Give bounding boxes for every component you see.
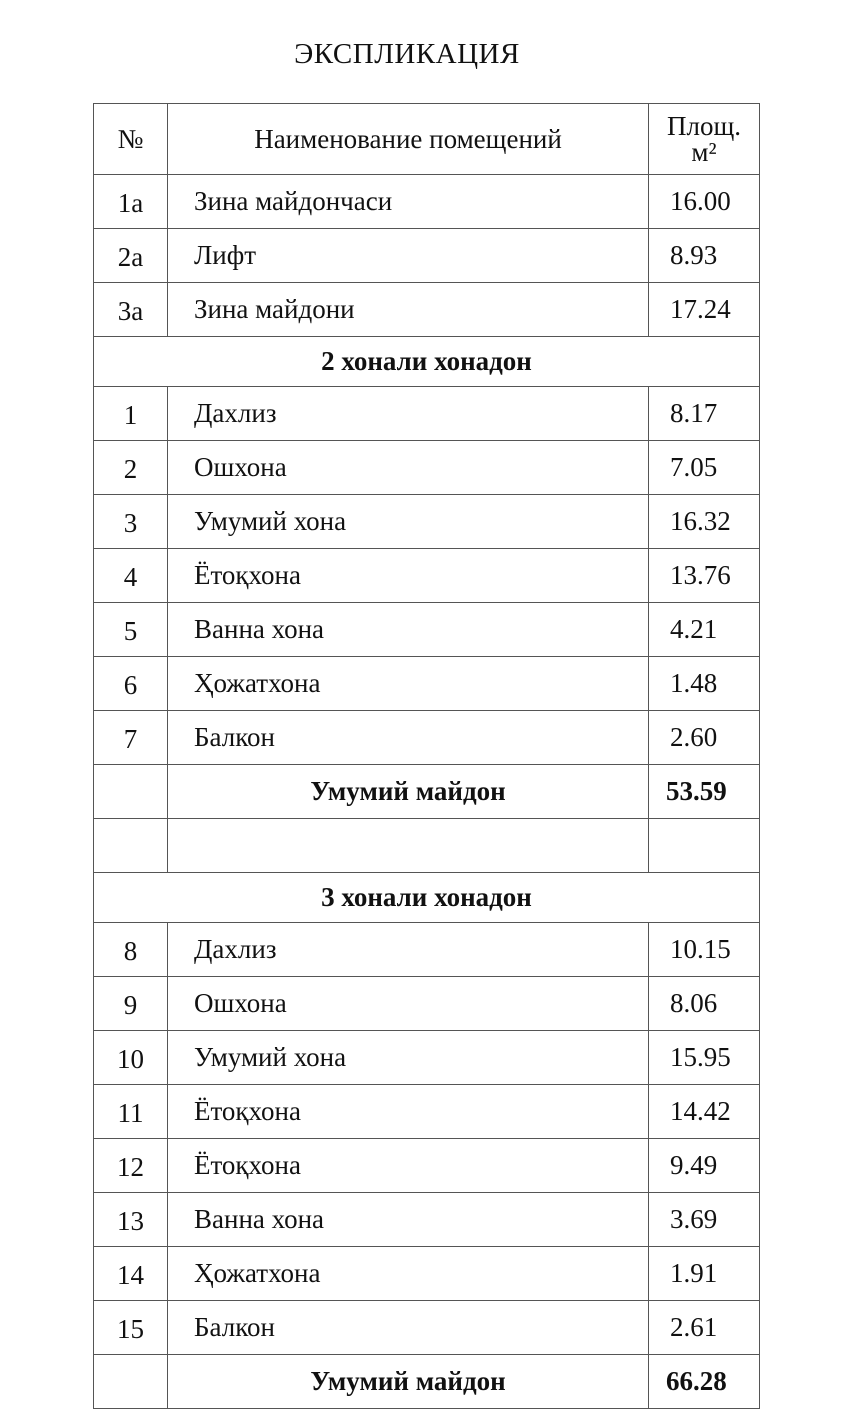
header-number: № <box>94 104 168 175</box>
header-area <box>649 104 760 175</box>
room-area: 15.95 <box>649 1031 760 1085</box>
table-row <box>94 603 760 657</box>
room-area: 1.91 <box>649 1247 760 1301</box>
room-name: Балкон <box>168 1301 649 1355</box>
total-number-empty <box>94 1355 168 1409</box>
section-heading: 3 хонали хонадон <box>94 873 760 923</box>
total-row <box>94 1355 760 1409</box>
room-number: 8 <box>94 923 168 977</box>
room-name: Зина майдони <box>168 283 649 337</box>
room-number: 10 <box>94 1031 168 1085</box>
table-row <box>94 1193 760 1247</box>
room-area: 1.48 <box>649 657 760 711</box>
room-name: Ҳожатхона <box>168 657 649 711</box>
room-number: 15 <box>94 1301 168 1355</box>
table-row <box>94 1031 760 1085</box>
room-area: 8.17 <box>649 387 760 441</box>
table-row <box>94 387 760 441</box>
table-row <box>94 283 760 337</box>
room-number: 11 <box>94 1085 168 1139</box>
room-area: 8.93 <box>649 229 760 283</box>
room-area: 17.24 <box>649 283 760 337</box>
total-label: Умумий майдон <box>168 765 649 819</box>
page-title: ЭКСПЛИКАЦИЯ <box>294 38 520 70</box>
table-header-row <box>94 104 760 175</box>
table-body <box>94 104 760 1409</box>
table-row <box>94 711 760 765</box>
room-area: 8.06 <box>649 977 760 1031</box>
table-row <box>94 977 760 1031</box>
room-number: 3а <box>94 283 168 337</box>
room-name: Ётоқхона <box>168 549 649 603</box>
room-number: 12 <box>94 1139 168 1193</box>
room-area: 3.69 <box>649 1193 760 1247</box>
room-area: 9.49 <box>649 1139 760 1193</box>
room-number: 4 <box>94 549 168 603</box>
empty-row <box>94 819 760 873</box>
room-name: Балкон <box>168 711 649 765</box>
table-row <box>94 1247 760 1301</box>
room-number: 7 <box>94 711 168 765</box>
empty-cell <box>168 819 649 873</box>
table-row <box>94 1085 760 1139</box>
room-area: 10.15 <box>649 923 760 977</box>
room-number: 6 <box>94 657 168 711</box>
section-heading-row <box>94 337 760 387</box>
empty-cell <box>649 819 760 873</box>
table-row <box>94 1139 760 1193</box>
total-label: Умумий майдон <box>168 1355 649 1409</box>
room-name: Дахлиз <box>168 923 649 977</box>
table-row <box>94 229 760 283</box>
room-area: 2.60 <box>649 711 760 765</box>
room-number: 14 <box>94 1247 168 1301</box>
room-number: 1а <box>94 175 168 229</box>
room-number: 3 <box>94 495 168 549</box>
room-number: 2а <box>94 229 168 283</box>
room-area: 13.76 <box>649 549 760 603</box>
room-name: Ошхона <box>168 441 649 495</box>
room-name: Ётоқхона <box>168 1139 649 1193</box>
explication-table <box>93 103 760 1409</box>
table-row <box>94 657 760 711</box>
room-name: Лифт <box>168 229 649 283</box>
table-row <box>94 923 760 977</box>
room-number: 13 <box>94 1193 168 1247</box>
header-area-label: Площ. <box>666 111 741 141</box>
room-name: Ҳожатхона <box>168 1247 649 1301</box>
total-number-empty <box>94 765 168 819</box>
table-row <box>94 175 760 229</box>
room-area: 2.61 <box>649 1301 760 1355</box>
room-name: Ётоқхона <box>168 1085 649 1139</box>
room-number: 9 <box>94 977 168 1031</box>
header-area-unit: м² <box>691 137 717 167</box>
room-area: 4.21 <box>649 603 760 657</box>
room-area: 7.05 <box>649 441 760 495</box>
room-area: 16.00 <box>649 175 760 229</box>
total-value: 53.59 <box>649 765 760 819</box>
room-number: 5 <box>94 603 168 657</box>
room-name: Зина майдончаси <box>168 175 649 229</box>
table-row <box>94 549 760 603</box>
room-name: Ванна хона <box>168 603 649 657</box>
room-name: Ошхона <box>168 977 649 1031</box>
room-number: 2 <box>94 441 168 495</box>
total-row <box>94 765 760 819</box>
empty-cell <box>94 819 168 873</box>
table-row <box>94 495 760 549</box>
header-name: Наименование помещений <box>168 104 649 175</box>
room-area: 14.42 <box>649 1085 760 1139</box>
room-name: Дахлиз <box>168 387 649 441</box>
room-area: 16.32 <box>649 495 760 549</box>
table-row <box>94 1301 760 1355</box>
total-value: 66.28 <box>649 1355 760 1409</box>
room-name: Умумий хона <box>168 1031 649 1085</box>
room-name: Умумий хона <box>168 495 649 549</box>
room-number: 1 <box>94 387 168 441</box>
section-heading-row <box>94 873 760 923</box>
section-heading: 2 хонали хонадон <box>94 337 760 387</box>
room-name: Ванна хона <box>168 1193 649 1247</box>
table-row <box>94 441 760 495</box>
